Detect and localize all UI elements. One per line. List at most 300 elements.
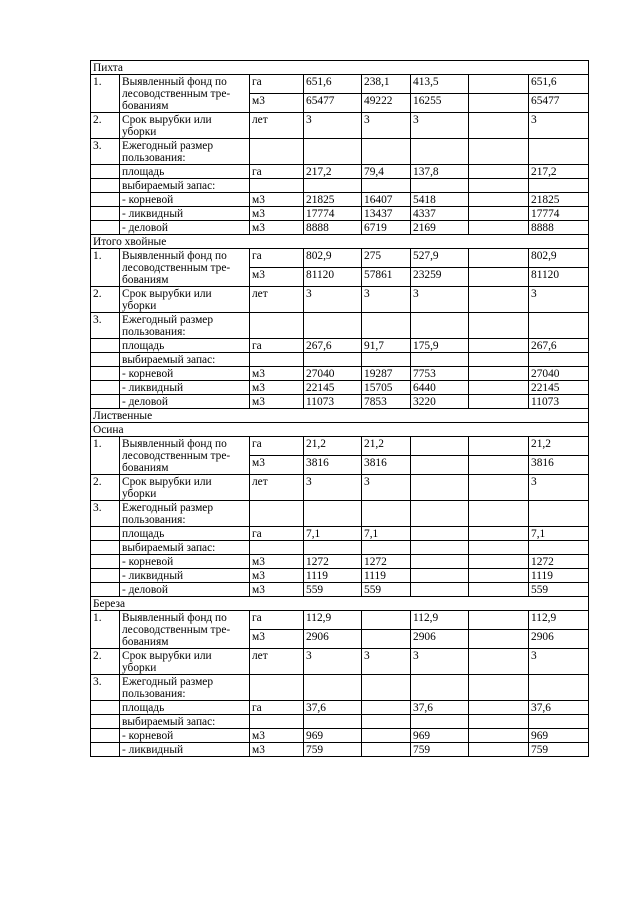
cell-value	[469, 268, 529, 287]
cell-value: 2169	[411, 221, 469, 235]
cell-value	[411, 139, 469, 165]
cell-value: 969	[304, 729, 362, 743]
cell-value: 37,6	[529, 701, 589, 715]
row-unit: га	[250, 701, 304, 715]
cell-value: 11073	[529, 395, 589, 409]
cell-value: 3	[304, 475, 362, 501]
cell-value: 16255	[411, 94, 469, 113]
row-number: 3.	[91, 501, 120, 527]
cell-value: 3	[362, 287, 411, 313]
row-number	[91, 381, 120, 395]
cell-value	[362, 313, 411, 339]
cell-value	[304, 501, 362, 527]
section-header-row	[91, 235, 589, 249]
table-row	[91, 475, 589, 501]
cell-value: 3	[411, 649, 469, 675]
cell-value: 23259	[411, 268, 469, 287]
cell-value	[362, 353, 411, 367]
row-unit: га	[250, 165, 304, 179]
cell-value	[469, 611, 529, 630]
row-name: Ежегодный размер пользования:	[120, 313, 250, 339]
table-row	[91, 611, 589, 630]
cell-value: 81120	[304, 268, 362, 287]
cell-value	[469, 179, 529, 193]
table-row	[91, 701, 589, 715]
cell-value: 7,1	[529, 527, 589, 541]
cell-value	[362, 630, 411, 649]
cell-value: 7,1	[304, 527, 362, 541]
cell-value	[469, 541, 529, 555]
row-unit	[250, 313, 304, 339]
row-number	[91, 367, 120, 381]
row-name: Срок вырубки или уборки	[120, 287, 250, 313]
cell-value	[469, 743, 529, 757]
section-header-row	[91, 597, 589, 611]
row-number	[91, 165, 120, 179]
cell-value	[411, 353, 469, 367]
row-unit	[250, 541, 304, 555]
cell-value	[411, 675, 469, 701]
cell-value: 559	[529, 583, 589, 597]
row-name: Выявленный фонд по лесоводственным тре-бованиям	[120, 75, 250, 113]
cell-value: 17774	[304, 207, 362, 221]
forest-use-table	[90, 60, 589, 757]
row-name: площадь	[120, 701, 250, 715]
cell-value: 37,6	[304, 701, 362, 715]
row-name: - деловой	[120, 583, 250, 597]
row-name: Ежегодный размер пользования:	[120, 675, 250, 701]
cell-value: 65477	[304, 94, 362, 113]
cell-value	[469, 75, 529, 94]
cell-value: 3	[411, 287, 469, 313]
cell-value: 759	[411, 743, 469, 757]
table-row	[91, 207, 589, 221]
table-row	[91, 649, 589, 675]
row-name: Ежегодный размер пользования:	[120, 139, 250, 165]
cell-value	[469, 715, 529, 729]
row-unit: м3	[250, 729, 304, 743]
cell-value: 217,2	[304, 165, 362, 179]
cell-value	[469, 675, 529, 701]
cell-value: 1119	[304, 569, 362, 583]
cell-value	[362, 675, 411, 701]
cell-value: 238,1	[362, 75, 411, 94]
cell-value: 2906	[304, 630, 362, 649]
section-title: Пихта	[91, 61, 589, 75]
cell-value: 22145	[304, 381, 362, 395]
row-number: 2.	[91, 475, 120, 501]
row-unit: м3	[250, 207, 304, 221]
cell-value: 275	[362, 249, 411, 268]
cell-value	[304, 139, 362, 165]
cell-value: 21,2	[304, 437, 362, 456]
cell-value: 7853	[362, 395, 411, 409]
cell-value: 969	[529, 729, 589, 743]
row-name: - ликвидный	[120, 381, 250, 395]
row-unit: м3	[250, 743, 304, 757]
cell-value: 21,2	[529, 437, 589, 456]
cell-value: 802,9	[529, 249, 589, 268]
row-name: Выявленный фонд по лесоводственным тре-бованиям	[120, 611, 250, 649]
table-row	[91, 287, 589, 313]
cell-value	[362, 701, 411, 715]
row-unit: м3	[250, 569, 304, 583]
cell-value	[362, 501, 411, 527]
cell-value	[469, 249, 529, 268]
cell-value: 21825	[304, 193, 362, 207]
cell-value: 559	[304, 583, 362, 597]
cell-value: 27040	[304, 367, 362, 381]
row-unit	[250, 139, 304, 165]
cell-value	[411, 456, 469, 475]
cell-value: 112,9	[304, 611, 362, 630]
cell-value: 527,9	[411, 249, 469, 268]
cell-value	[411, 715, 469, 729]
table-row	[91, 339, 589, 353]
cell-value	[469, 555, 529, 569]
row-number	[91, 729, 120, 743]
row-number: 2.	[91, 287, 120, 313]
cell-value: 3	[362, 649, 411, 675]
row-name: - ликвидный	[120, 743, 250, 757]
cell-value: 37,6	[411, 701, 469, 715]
cell-value: 175,9	[411, 339, 469, 353]
row-number	[91, 179, 120, 193]
cell-value: 413,5	[411, 75, 469, 94]
row-number	[91, 743, 120, 757]
row-unit: га	[250, 75, 304, 94]
row-name: выбираемый запас:	[120, 715, 250, 729]
table-row	[91, 729, 589, 743]
cell-value: 17774	[529, 207, 589, 221]
table-row	[91, 743, 589, 757]
row-unit: м3	[250, 381, 304, 395]
row-unit: га	[250, 527, 304, 541]
row-unit: лет	[250, 113, 304, 139]
cell-value	[469, 729, 529, 743]
cell-value	[469, 193, 529, 207]
cell-value: 3816	[529, 456, 589, 475]
cell-value: 3	[529, 287, 589, 313]
row-unit: м3	[250, 94, 304, 113]
row-number	[91, 541, 120, 555]
row-unit: га	[250, 249, 304, 268]
table-row	[91, 381, 589, 395]
table-row	[91, 221, 589, 235]
cell-value: 65477	[529, 94, 589, 113]
row-name: Выявленный фонд по лесоводственным тре-бованиям	[120, 249, 250, 287]
row-unit: га	[250, 611, 304, 630]
row-unit: м3	[250, 193, 304, 207]
cell-value: 6440	[411, 381, 469, 395]
row-unit	[250, 179, 304, 193]
row-name: Срок вырубки или уборки	[120, 113, 250, 139]
table-row	[91, 367, 589, 381]
table-row	[91, 249, 589, 268]
cell-value	[411, 555, 469, 569]
cell-value	[469, 456, 529, 475]
table-row	[91, 527, 589, 541]
cell-value	[304, 715, 362, 729]
cell-value	[469, 395, 529, 409]
cell-value	[469, 94, 529, 113]
cell-value: 759	[304, 743, 362, 757]
cell-value: 15705	[362, 381, 411, 395]
cell-value: 267,6	[304, 339, 362, 353]
cell-value	[411, 583, 469, 597]
cell-value	[411, 569, 469, 583]
table-row	[91, 75, 589, 94]
table-row	[91, 179, 589, 193]
row-name: - ликвидный	[120, 207, 250, 221]
section-title: Лиственные	[91, 409, 589, 423]
row-number	[91, 395, 120, 409]
cell-value: 5418	[411, 193, 469, 207]
row-name: - корневой	[120, 367, 250, 381]
cell-value: 2906	[411, 630, 469, 649]
cell-value	[469, 313, 529, 339]
cell-value: 21,2	[362, 437, 411, 456]
cell-value: 759	[529, 743, 589, 757]
cell-value: 8888	[529, 221, 589, 235]
row-number	[91, 701, 120, 715]
cell-value: 112,9	[411, 611, 469, 630]
row-name: площадь	[120, 339, 250, 353]
cell-value	[304, 353, 362, 367]
cell-value: 1119	[529, 569, 589, 583]
cell-value: 49222	[362, 94, 411, 113]
table-row	[91, 569, 589, 583]
cell-value	[469, 630, 529, 649]
row-number: 1.	[91, 249, 120, 287]
cell-value: 217,2	[529, 165, 589, 179]
row-number: 3.	[91, 675, 120, 701]
cell-value	[469, 207, 529, 221]
cell-value	[362, 715, 411, 729]
section-header-row	[91, 409, 589, 423]
row-number	[91, 353, 120, 367]
table-row	[91, 715, 589, 729]
row-number	[91, 555, 120, 569]
cell-value: 3220	[411, 395, 469, 409]
table-row	[91, 353, 589, 367]
table-row	[91, 555, 589, 569]
cell-value	[529, 353, 589, 367]
row-name: - деловой	[120, 395, 250, 409]
cell-value	[362, 139, 411, 165]
cell-value	[362, 729, 411, 743]
cell-value: 2906	[529, 630, 589, 649]
row-number	[91, 193, 120, 207]
row-unit: га	[250, 437, 304, 456]
row-unit: м3	[250, 221, 304, 235]
row-number	[91, 339, 120, 353]
cell-value	[529, 179, 589, 193]
cell-value: 3	[529, 649, 589, 675]
row-name: Срок вырубки или уборки	[120, 649, 250, 675]
row-name: площадь	[120, 165, 250, 179]
cell-value	[469, 287, 529, 313]
cell-value	[529, 675, 589, 701]
cell-value	[304, 179, 362, 193]
row-unit: м3	[250, 630, 304, 649]
cell-value	[469, 367, 529, 381]
cell-value	[469, 583, 529, 597]
cell-value: 6719	[362, 221, 411, 235]
cell-value: 112,9	[529, 611, 589, 630]
cell-value	[529, 139, 589, 165]
cell-value	[529, 541, 589, 555]
table-row	[91, 139, 589, 165]
cell-value: 4337	[411, 207, 469, 221]
section-header-row	[91, 423, 589, 437]
cell-value	[304, 541, 362, 555]
row-name: Выявленный фонд по лесоводственным тре-бованиям	[120, 437, 250, 475]
cell-value: 651,6	[529, 75, 589, 94]
cell-value	[469, 353, 529, 367]
cell-value: 802,9	[304, 249, 362, 268]
cell-value	[304, 675, 362, 701]
cell-value: 1272	[362, 555, 411, 569]
cell-value: 3816	[362, 456, 411, 475]
cell-value: 3	[411, 113, 469, 139]
row-number	[91, 527, 120, 541]
row-unit: лет	[250, 287, 304, 313]
cell-value: 3	[304, 287, 362, 313]
row-number: 1.	[91, 75, 120, 113]
table-row	[91, 113, 589, 139]
cell-value	[411, 527, 469, 541]
row-name: - корневой	[120, 555, 250, 569]
row-number: 3.	[91, 313, 120, 339]
row-number: 2.	[91, 649, 120, 675]
table-row	[91, 583, 589, 597]
cell-value	[411, 541, 469, 555]
row-number: 1.	[91, 437, 120, 475]
row-name: Срок вырубки или уборки	[120, 475, 250, 501]
cell-value	[362, 541, 411, 555]
cell-value	[469, 649, 529, 675]
cell-value	[411, 437, 469, 456]
row-unit: га	[250, 339, 304, 353]
cell-value: 3	[304, 649, 362, 675]
row-unit: м3	[250, 367, 304, 381]
table-row	[91, 395, 589, 409]
table-row	[91, 193, 589, 207]
row-name: выбираемый запас:	[120, 353, 250, 367]
cell-value: 137,8	[411, 165, 469, 179]
row-number: 1.	[91, 611, 120, 649]
cell-value	[362, 611, 411, 630]
cell-value	[469, 165, 529, 179]
row-name: выбираемый запас:	[120, 541, 250, 555]
row-name: - корневой	[120, 193, 250, 207]
section-title: Береза	[91, 597, 589, 611]
row-unit: м3	[250, 583, 304, 597]
cell-value	[529, 501, 589, 527]
section-title: Осина	[91, 423, 589, 437]
row-unit	[250, 715, 304, 729]
row-unit: лет	[250, 649, 304, 675]
cell-value	[362, 743, 411, 757]
table-body	[91, 61, 589, 757]
cell-value: 3	[362, 475, 411, 501]
table-row	[91, 437, 589, 456]
section-title: Итого хвойные	[91, 235, 589, 249]
cell-value: 1119	[362, 569, 411, 583]
cell-value	[529, 715, 589, 729]
cell-value: 81120	[529, 268, 589, 287]
cell-value: 3	[304, 113, 362, 139]
row-unit: м3	[250, 555, 304, 569]
row-unit: м3	[250, 456, 304, 475]
section-header-row	[91, 61, 589, 75]
cell-value	[469, 527, 529, 541]
row-unit: лет	[250, 475, 304, 501]
row-name: - деловой	[120, 221, 250, 235]
cell-value: 559	[362, 583, 411, 597]
table-row	[91, 541, 589, 555]
table-row	[91, 165, 589, 179]
cell-value: 7,1	[362, 527, 411, 541]
cell-value: 11073	[304, 395, 362, 409]
cell-value: 969	[411, 729, 469, 743]
cell-value: 3	[362, 113, 411, 139]
cell-value: 3	[529, 475, 589, 501]
table-row	[91, 675, 589, 701]
cell-value: 91,7	[362, 339, 411, 353]
cell-value: 79,4	[362, 165, 411, 179]
row-unit: м3	[250, 268, 304, 287]
cell-value: 22145	[529, 381, 589, 395]
cell-value	[469, 221, 529, 235]
cell-value	[469, 113, 529, 139]
cell-value	[469, 339, 529, 353]
cell-value: 3816	[304, 456, 362, 475]
cell-value: 267,6	[529, 339, 589, 353]
row-number	[91, 221, 120, 235]
row-unit	[250, 675, 304, 701]
cell-value: 27040	[529, 367, 589, 381]
row-name: - корневой	[120, 729, 250, 743]
cell-value: 19287	[362, 367, 411, 381]
cell-value	[411, 313, 469, 339]
row-unit	[250, 501, 304, 527]
row-unit: м3	[250, 395, 304, 409]
cell-value: 651,6	[304, 75, 362, 94]
cell-value	[469, 569, 529, 583]
cell-value	[469, 437, 529, 456]
cell-value	[469, 501, 529, 527]
cell-value: 3	[529, 113, 589, 139]
cell-value	[411, 475, 469, 501]
row-name: - ликвидный	[120, 569, 250, 583]
cell-value	[469, 381, 529, 395]
cell-value: 1272	[304, 555, 362, 569]
row-number	[91, 583, 120, 597]
cell-value	[411, 501, 469, 527]
table-row	[91, 313, 589, 339]
row-number: 2.	[91, 113, 120, 139]
cell-value: 16407	[362, 193, 411, 207]
cell-value: 7753	[411, 367, 469, 381]
cell-value: 8888	[304, 221, 362, 235]
row-name: Ежегодный размер пользования:	[120, 501, 250, 527]
row-name: площадь	[120, 527, 250, 541]
cell-value	[469, 701, 529, 715]
cell-value	[469, 475, 529, 501]
cell-value	[529, 313, 589, 339]
